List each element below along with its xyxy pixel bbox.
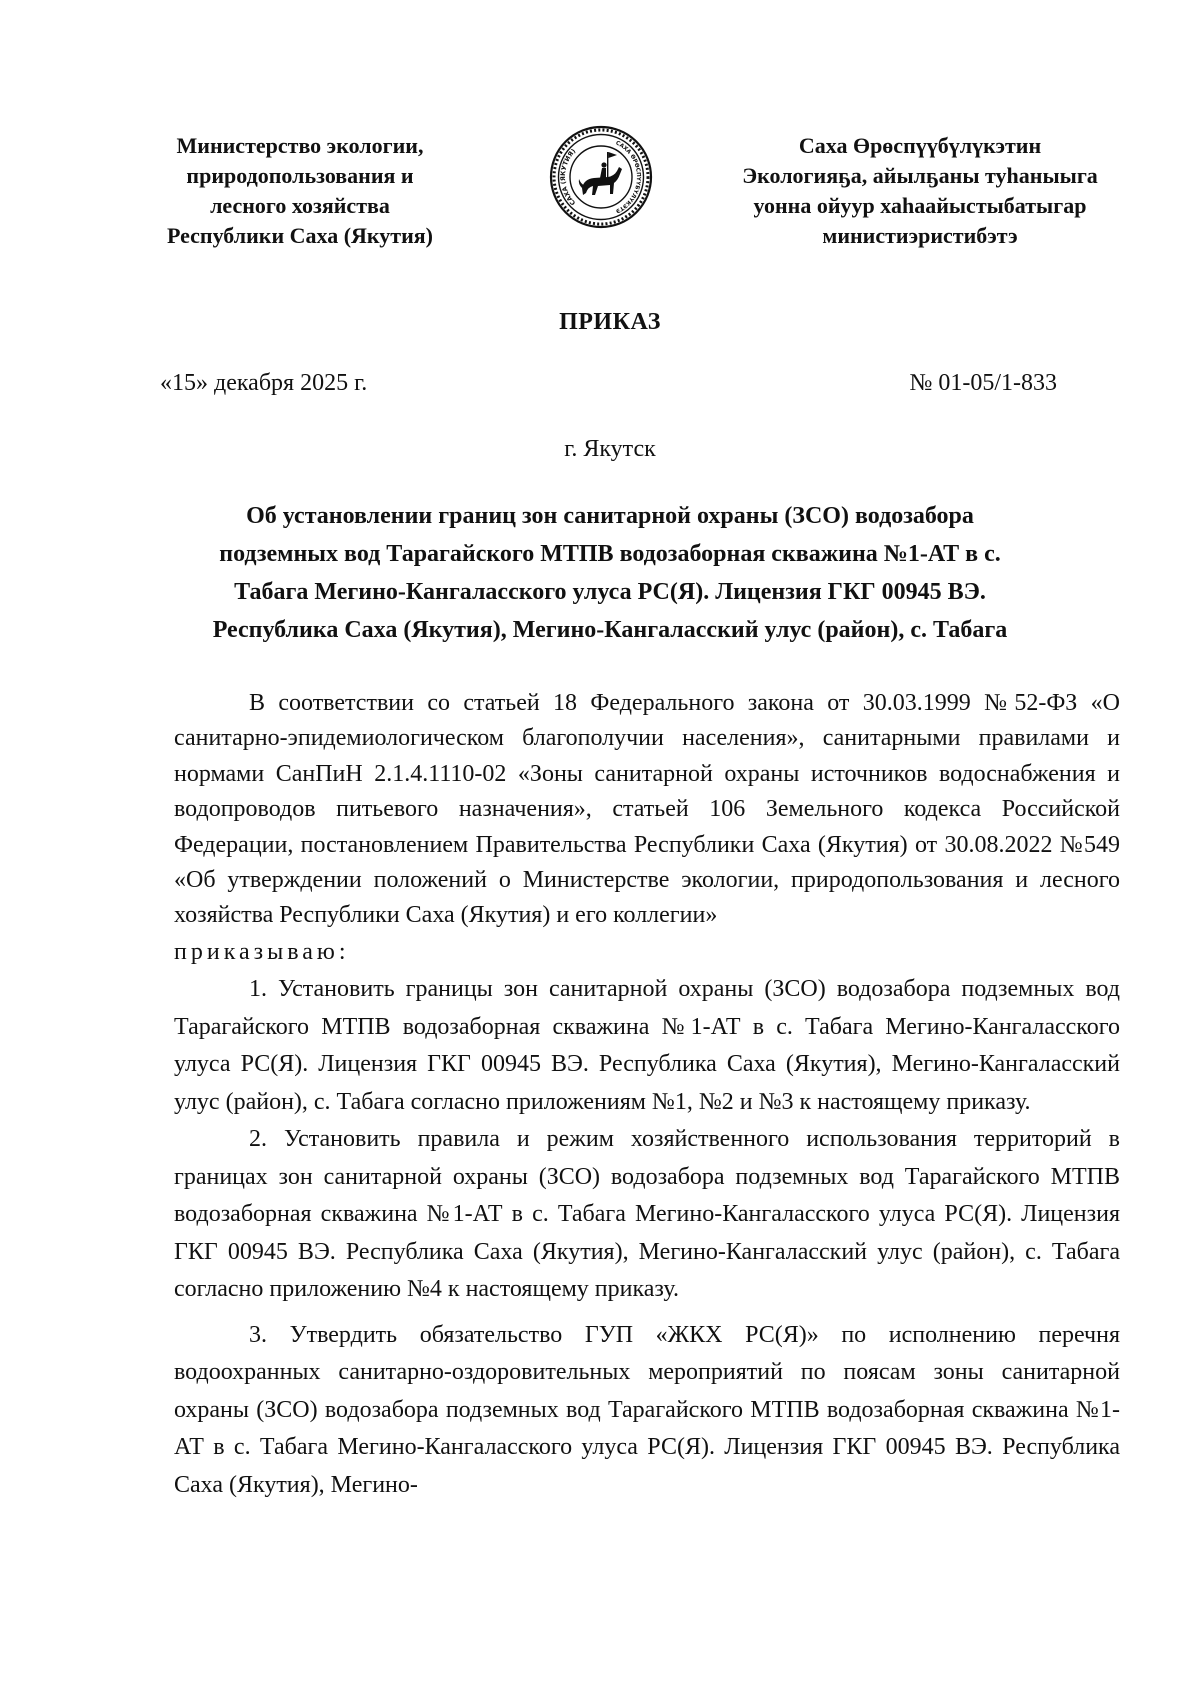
document-title — [150, 497, 1070, 649]
document-date: «15» декабря 2025 г. — [160, 370, 368, 396]
ministry-name-line: министиэристибэтэ — [822, 223, 1018, 248]
title-line: Республика Саха (Якутия), Мегино-Кангаласский улус (район), с. Табага — [212, 617, 1008, 643]
ministry-name-line: Республики Саха (Якутия) — [166, 223, 434, 248]
ministry-name-line: Саха Өрөспүүбүлүкэтин — [798, 133, 1042, 158]
ministry-name-line: Экологияҕа, айылҕаны туһаныыга — [742, 163, 1098, 188]
document-number: № 01-05/1-833 — [909, 370, 1057, 396]
sakha-republic-emblem-icon — [548, 124, 654, 230]
title-line: Табага Мегино-Кангаласского улуса РС(Я). Лицензия ГКГ 00945 ВЭ. — [234, 579, 986, 605]
order-item: 1. Установить границы зон санитарной охраны (ЗСО) водозабора подземных вод Тарагайского МТПВ водозаборная скважина №1-АТ в с. Табага Мегино-Кангаласского улуса РС(Я). Лицензия ГКГ 00945 ВЭ. Республика Саха (Якутия), Мегино-Кангаласский улус (район), с. Табага согласно приложениям №1, №2 и №3 к настоящему приказу. — [174, 976, 1120, 1115]
ministry-name-line: лесного хозяйства — [210, 193, 390, 218]
preamble-paragraph: В соответствии со статьей 18 Федерального закона от 30.03.1999 №52-ФЗ «О санитарно-эпидемиологическом благополучии населения», санитарными правилами и нормами СанПиН 2.1.4.1110-02 «Зоны санитарной охраны источников водоснабжения и водопроводов питьевого назначения», статьей 106 Земельного кодекса Российской Федерации, постановлением Правительства Республики Саха (Якутия) от 30.08.2022 №549 «Об утверждении положений о Министерстве экологии, природопользования и лесного хозяйства Республики Саха (Якутия) и его коллегии» — [174, 690, 1120, 929]
ministry-name-russian — [150, 131, 450, 251]
document-city: г. Якутск — [564, 436, 656, 462]
ministry-name-yakut — [700, 131, 1140, 251]
ministry-name-line: Министерство экологии, — [176, 133, 424, 158]
ministry-name-line: уонна ойуур хаһаайыстыбатыгар — [753, 193, 1087, 218]
order-item: 3. Утвердить обязательство ГУП «ЖКХ РС(Я)» по исполнению перечня водоохранных санитарно-оздоровительных мероприятий по поясам зоны санитарной охраны (ЗСО) водозабора подземных вод Тарагайского МТПВ водозаборная скважина №1-АТ в с. Табага Мегино-Кангаласского улуса РС(Я). Лицензия ГКГ 00945 ВЭ. Республика Саха (Якутия), Мегино- — [174, 1321, 1120, 1498]
document-type: ПРИКАЗ — [559, 309, 661, 335]
svg-text:САХА ӨРӨСПҮҮБҮЛҮКЭТЭ: САХА ӨРӨСПҮҮБҮЛҮКЭТЭ — [614, 140, 642, 214]
title-line: подземных вод Тарагайского МТПВ водозаборная скважина №1-АТ в с. — [219, 541, 1001, 567]
title-line: Об установлении границ зон санитарной охраны (ЗСО) водозабора — [246, 503, 974, 529]
ministry-name-line: природопользования и — [186, 163, 414, 188]
document-body — [174, 686, 1120, 1504]
svg-text:САХА (ЯКУТИЯ): САХА (ЯКУТИЯ) — [558, 147, 578, 207]
order-word: приказываю: — [174, 938, 350, 965]
order-item: 2. Установить правила и режим хозяйственного использования территорий в границах зон санитарной охраны (ЗСО) водозабора подземных вод Тарагайского МТПВ водозаборная скважина №1-АТ в с. Табага Мегино-Кангаласского улуса РС(Я). Лицензия ГКГ 00945 ВЭ. Республика Саха (Якутия), Мегино-Кангаласский улус (район), с. Табага согласно приложению №4 к настоящему приказу. — [174, 1126, 1120, 1303]
